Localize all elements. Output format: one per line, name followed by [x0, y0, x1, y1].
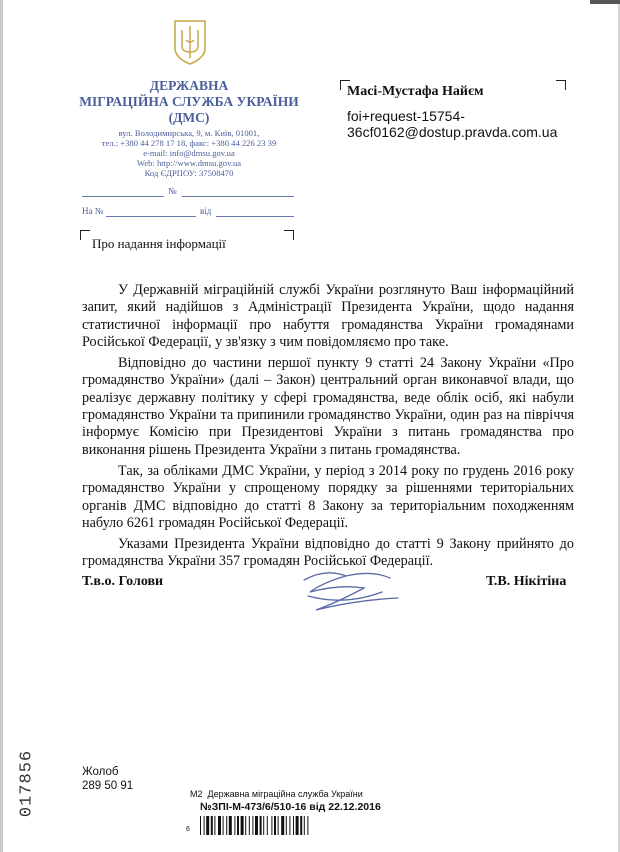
- recipient-corner-right: [556, 80, 566, 90]
- barcode-bar: [226, 816, 227, 835]
- stamp-mark: 6: [186, 826, 190, 833]
- barcode-bar: [241, 816, 244, 835]
- barcode-bar: [278, 816, 279, 835]
- barcode-bar: [307, 816, 308, 835]
- stamp-registration-number: №ЗПІ-М-473/6/510-16 від 22.12.2016: [200, 801, 381, 813]
- incoming-date-label: від: [200, 206, 212, 216]
- barcode-bar: [245, 816, 246, 835]
- barcode-bar: [267, 816, 268, 835]
- outgoing-date-line: [82, 196, 164, 197]
- barcode-bar: [274, 816, 276, 835]
- barcode-bar: [255, 816, 258, 835]
- recipient-name: Масі-Мустафа Найєм: [347, 84, 484, 99]
- body-paragraph-4: Указами Президента України відповідно до статті 9 Закону прийнято до громадянства України 357 громадян Російської Федерації.: [82, 536, 574, 570]
- agency-edrpou: Код ЄДРПОУ: 37508470: [144, 168, 234, 178]
- barcode-bar: [286, 816, 287, 835]
- barcode-bar: [289, 816, 290, 835]
- agency-name-line1: ДЕРЖАВНА: [149, 78, 229, 93]
- barcode-bar: [214, 816, 215, 835]
- letter-subject: Про надання інформації: [92, 236, 226, 251]
- barcode-bar: [296, 816, 299, 835]
- scan-left-edge: [0, 0, 3, 852]
- subject-corner-left: [80, 230, 90, 240]
- stamp-agency: Державна міграційна служба України: [207, 789, 363, 799]
- barcode-bar: [252, 816, 253, 835]
- barcode-bar: [206, 816, 209, 835]
- barcode-bar: [260, 816, 262, 835]
- agency-address: вул. Володимирська, 9, м. Київ, 01001,: [118, 128, 260, 138]
- barcode-bar: [200, 816, 201, 835]
- subject-corner-right: [284, 230, 294, 240]
- executor-phone: 289 50 91: [82, 780, 134, 792]
- scan-top-edge: [590, 0, 620, 4]
- barcode-bar: [218, 816, 221, 835]
- executor-name: Жолоб: [82, 766, 119, 778]
- outgoing-number-label: №: [168, 186, 177, 196]
- barcode-bar: [304, 816, 305, 835]
- handwritten-signature: [286, 562, 426, 622]
- body-paragraph-2: Відповідно до частини першої пункту 9 статті 24 Закону України «Про громадянство України» (далі – Закон) центральний орган виконавчої влади, що реалізує державну політику у сфері громадянства, веде облік осіб, які набули громадянство України та припинили громадянство України, один раз на півріччя інформує Комісію при Президентові України з питань громадянства про виконання рішень Президента України з питань громадянства.: [82, 355, 574, 458]
- barcode-bar: [223, 816, 224, 835]
- barcode-bar: [211, 816, 213, 835]
- barcode-bar: [281, 816, 284, 835]
- incoming-number-line: [106, 216, 196, 217]
- barcode-bar: [249, 816, 250, 835]
- stamp-agency-line: [190, 789, 363, 799]
- trident-emblem-icon: [172, 18, 208, 66]
- stamp-prefix: М2: [190, 789, 203, 799]
- incoming-number-label: На №: [82, 206, 104, 216]
- body-paragraph-3: Так, за обліками ДМС України, у період з 2014 року по грудень 2016 року громадянство України у спрощеному порядку за рішеннями територіальних органів ДМС відповідно до статті 8 Закону за територіальним походженням набуло 6261 громадян Російської Федерації.: [82, 462, 574, 531]
- body-paragraph-1: У Державній міграційній службі України розглянуто Ваш інформаційний запит, який надійшов з Адміністрації Президента України, щодо надання статистичної інформації про набуття громадянства України громадянами Російської Федерації, у зв'язку з чим повідомляємо про таке.: [82, 282, 574, 350]
- barcode-bar: [271, 816, 272, 835]
- barcode-bar: [300, 816, 302, 835]
- barcode-bar: [237, 816, 239, 835]
- barcode-bar: [234, 816, 235, 835]
- vertical-number-text: 017856: [17, 749, 37, 818]
- agency-phone: тел.: +380 44 278 17 18, факс: +380 44 226 23 39: [101, 138, 277, 148]
- barcode-bar: [263, 816, 264, 835]
- vertical-registration-number: [14, 748, 40, 826]
- outgoing-number-line: [182, 196, 294, 197]
- agency-web: Web: http://www.dmsu.gov.ua: [136, 158, 242, 168]
- barcode-bar: [229, 816, 232, 835]
- recipient-email-line2: 36cf0162@dostup.pravda.com.ua: [347, 124, 558, 140]
- incoming-date-line: [216, 216, 294, 217]
- barcode: [200, 816, 376, 835]
- agency-email: e-mail: info@dmsu.gov.ua: [143, 148, 235, 158]
- signer-name: Т.В. Нікітіна: [486, 574, 567, 589]
- barcode-bar: [293, 816, 294, 835]
- letter-body: [82, 282, 574, 575]
- agency-name-line3: (ДМС): [168, 110, 210, 125]
- barcode-bar: [204, 816, 205, 835]
- recipient-email-line1: foi+request-15754-: [347, 108, 465, 124]
- agency-name-line2: МІГРАЦІЙНА СЛУЖБА УКРАЇНИ: [79, 94, 299, 109]
- signer-position: Т.в.о. Голови: [82, 574, 164, 589]
